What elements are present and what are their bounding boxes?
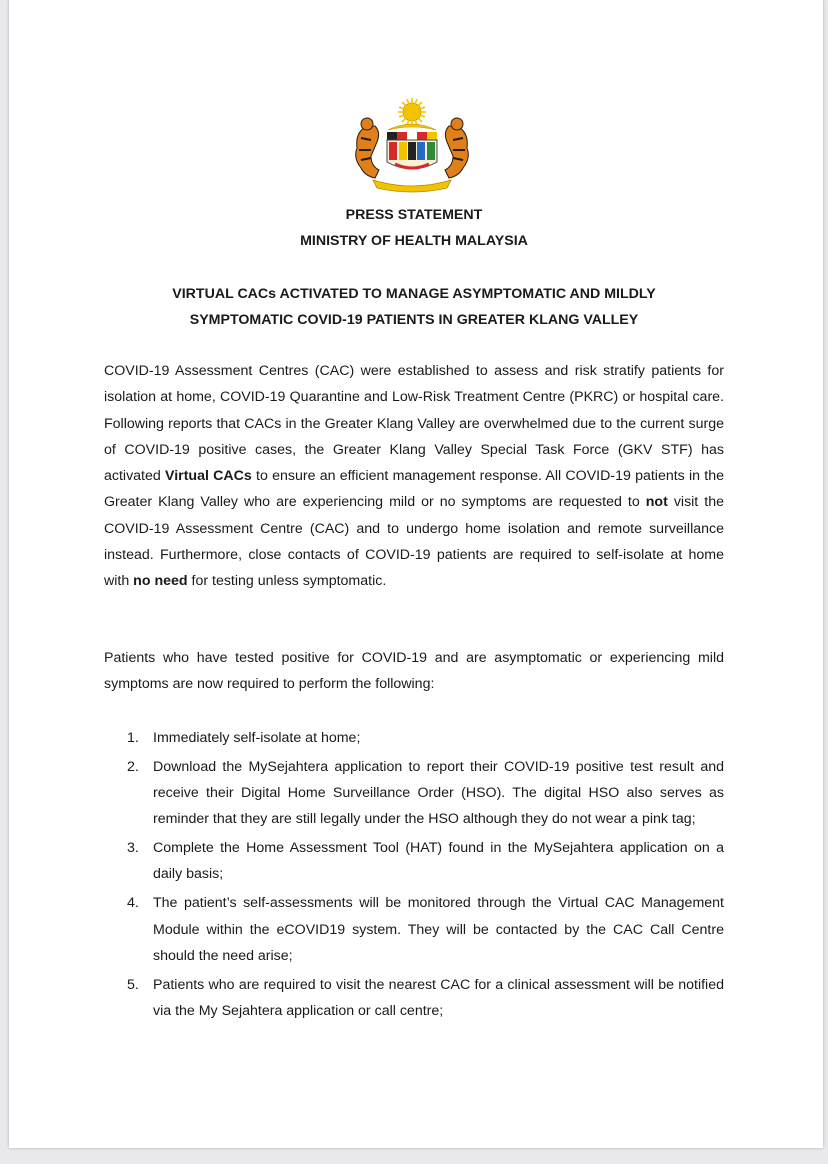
intro-paragraph [104,358,724,595]
list-item [104,890,724,969]
steps-list [104,725,724,1027]
list-item [104,972,724,1025]
intro-text-1: COVID-19 Assessment Centres (CAC) were established to assess and risk stratify patients for isolation at home, COVID-19 Quarantine and Low-Risk Treatment Centre (PKRC) or hospital care. Following reports that CACs in the Greater Klang Valley are overwhelmed due to the current surge of COVID-19 positive cases, the Greater Klang Valley Special Task Force (GKV STF) has activated [104,363,724,485]
intro-bold-no-need: no need [133,573,188,590]
ministry-heading: MINISTRY OF HEALTH MALAYSIA [300,233,528,249]
intro-bold-not: not [645,494,668,511]
step-number: 4. [127,895,139,912]
step-text: Immediately self-isolate at home; [153,730,361,746]
intro-text-4: for testing unless symptomatic. [187,573,387,590]
step-number: 5. [127,976,139,993]
intro-text-3: visit the COVID-19 Assessment Centre (CAC) and to undergo home isolation and remote surveillance instead. Furthermore, close contacts of COVID-19 patients are required to self-isolate at home with [104,494,724,590]
title-line-2: SYMPTOMATIC COVID-19 PATIENTS IN GREATER KLANG VALLEY [189,312,639,328]
step-text: Download the MySejahtera application to report their COVID-19 positive test result and receive their Digital Home Surveillance Order (HSO). The digital HSO also serves as reminder that they are still legally under the HSO although they do not wear a pink tag; [153,758,724,828]
list-item [104,754,724,833]
requirements-paragraph: Patients who have tested positive for COVID-19 and are asymptomatic or experiencing mild symptoms are now required to perform the following: [104,650,724,693]
step-number: 1. [127,730,139,746]
intro-bold-virtual-cacs: Virtual CACs [165,468,252,485]
press-statement-heading: PRESS STATEMENT [345,207,483,223]
step-text: Complete the Home Assessment Tool (HAT) found in the MySejahtera application on a daily basis; [153,840,724,883]
step-text: Patients who are required to visit the nearest CAC for a clinical assessment will be notified via the My Sejahtera application or call centre; [153,976,724,1019]
title-line-1: VIRTUAL CACs ACTIVATED TO MANAGE ASYMPTOMATIC AND MILDLY [172,286,656,302]
list-item [104,835,724,888]
intro-text-2: to ensure an efficient management response. All COVID-19 patients in the Greater Klang Valley who are experiencing mild or no symptoms are requested to [104,468,725,511]
list-item [104,725,724,751]
step-number: 2. [127,758,139,775]
step-text: The patient’s self-assessments will be monitored through the Virtual CAC Management Module within the eCOVID19 system. They will be contacted by the CAC Call Centre should the need arise; [153,895,724,964]
malaysia-coat-of-arms-icon [347,96,477,196]
step-number: 3. [127,840,139,857]
